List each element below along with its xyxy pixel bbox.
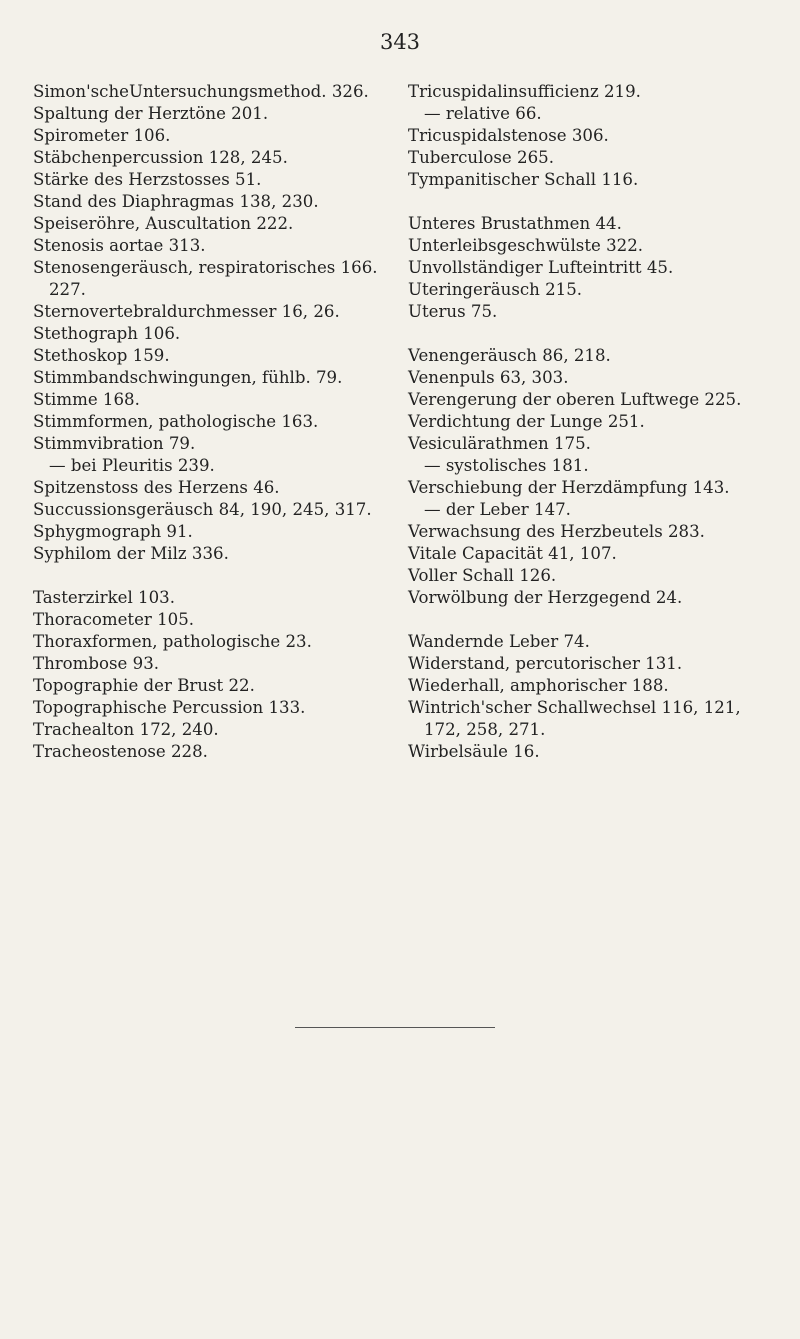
index-entry: Stethograph 106.	[33, 324, 181, 343]
index-entry: Uterus 75.	[408, 302, 498, 321]
index-entry: Spirometer 106.	[33, 126, 171, 145]
index-entry: Unvollständiger Lufteintritt 45.	[408, 258, 674, 277]
index-entry: Wiederhall, amphorischer 188.	[408, 676, 669, 695]
index-entry: Unterleibsgeschwülste 322.	[408, 236, 644, 255]
index-entry: Spitzenstoss des Herzens 46.	[33, 478, 280, 497]
index-entry: Thoracometer 105.	[33, 610, 195, 629]
index-entry: Stäbchenpercussion 128, 245.	[33, 148, 288, 167]
index-entry: Wandernde Leber 74.	[408, 632, 590, 651]
index-entry: Venengeräusch 86, 218.	[408, 346, 611, 365]
index-entry: Simon'scheUntersuchungsmethod. 326.	[33, 82, 369, 101]
index-entry: Verdichtung der Lunge 251.	[408, 412, 645, 431]
index-entry: Stimme 168.	[33, 390, 140, 409]
index-entry: Stimmformen, pathologische 163.	[33, 412, 319, 431]
index-entry: 172, 258, 271.	[424, 720, 546, 739]
index-entry: Stenosengeräusch, respiratorisches 166.	[33, 258, 378, 277]
entry-gap	[33, 565, 393, 587]
entry-gap	[408, 609, 788, 631]
index-entry: Tricuspidalstenose 306.	[408, 126, 609, 145]
index-entry: — bei Pleuritis 239.	[49, 456, 215, 475]
index-entry: Stethoskop 159.	[33, 346, 170, 365]
index-entry: Sternovertebraldurchmesser 16, 26.	[33, 302, 340, 321]
entry-gap	[408, 191, 788, 213]
index-entry: Vitale Capacität 41, 107.	[408, 544, 617, 563]
index-entry: Tympanitischer Schall 116.	[408, 170, 639, 189]
index-entry: 227.	[49, 280, 86, 299]
index-entry: Stimmbandschwingungen, fühlb. 79.	[33, 368, 343, 387]
index-entry: Succussionsgeräusch 84, 190, 245, 317.	[33, 500, 372, 519]
index-entry: Verengerung der oberen Luftwege 225.	[408, 390, 742, 409]
index-entry: Tracheostenose 228.	[33, 742, 208, 761]
index-column-right	[408, 81, 788, 763]
index-entry: Spaltung der Herztöne 201.	[33, 104, 269, 123]
entry-gap	[408, 323, 788, 345]
index-entry: Verwachsung des Herzbeutels 283.	[408, 522, 705, 541]
index-entry: Tuberculose 265.	[408, 148, 554, 167]
index-entry: Stärke des Herzstosses 51.	[33, 170, 262, 189]
end-rule	[295, 1027, 495, 1028]
index-entry: Verschiebung der Herzdämpfung 143.	[408, 478, 730, 497]
index-entry: Wintrich'scher Schallwechsel 116, 121,	[408, 698, 741, 717]
index-entry: Vesiculärathmen 175.	[408, 434, 591, 453]
index-entry: Topographie der Brust 22.	[33, 676, 255, 695]
index-entry: Trachealton 172, 240.	[33, 720, 219, 739]
index-entry: Vorwölbung der Herzgegend 24.	[408, 588, 683, 607]
index-entry: Speiseröhre, Auscultation 222.	[33, 214, 294, 233]
index-entry: — systolisches 181.	[424, 456, 589, 475]
index-entry: Widerstand, percutorischer 131.	[408, 654, 683, 673]
index-entry: Tasterzirkel 103.	[33, 588, 175, 607]
index-entry: Wirbelsäule 16.	[408, 742, 540, 761]
page-number: 343	[379, 30, 421, 54]
index-entry: Sphygmograph 91.	[33, 522, 193, 541]
index-entry: Uteringeräusch 215.	[408, 280, 583, 299]
index-entry: Thrombose 93.	[33, 654, 160, 673]
index-entry: Voller Schall 126.	[408, 566, 557, 585]
index-column-left	[33, 81, 393, 763]
index-entry: Thoraxformen, pathologische 23.	[33, 632, 312, 651]
index-entry: Tricuspidalinsufficienz 219.	[408, 82, 641, 101]
index-entry: Topographische Percussion 133.	[33, 698, 306, 717]
index-entry: Stimmvibration 79.	[33, 434, 196, 453]
index-entry: — der Leber 147.	[424, 500, 571, 519]
index-entry: Venenpuls 63, 303.	[408, 368, 569, 387]
index-entry: Stand des Diaphragmas 138, 230.	[33, 192, 319, 211]
index-entry: Syphilom der Milz 336.	[33, 544, 229, 563]
index-entry: — relative 66.	[424, 104, 542, 123]
index-entry: Stenosis aortae 313.	[33, 236, 206, 255]
index-entry: Unteres Brustathmen 44.	[408, 214, 622, 233]
